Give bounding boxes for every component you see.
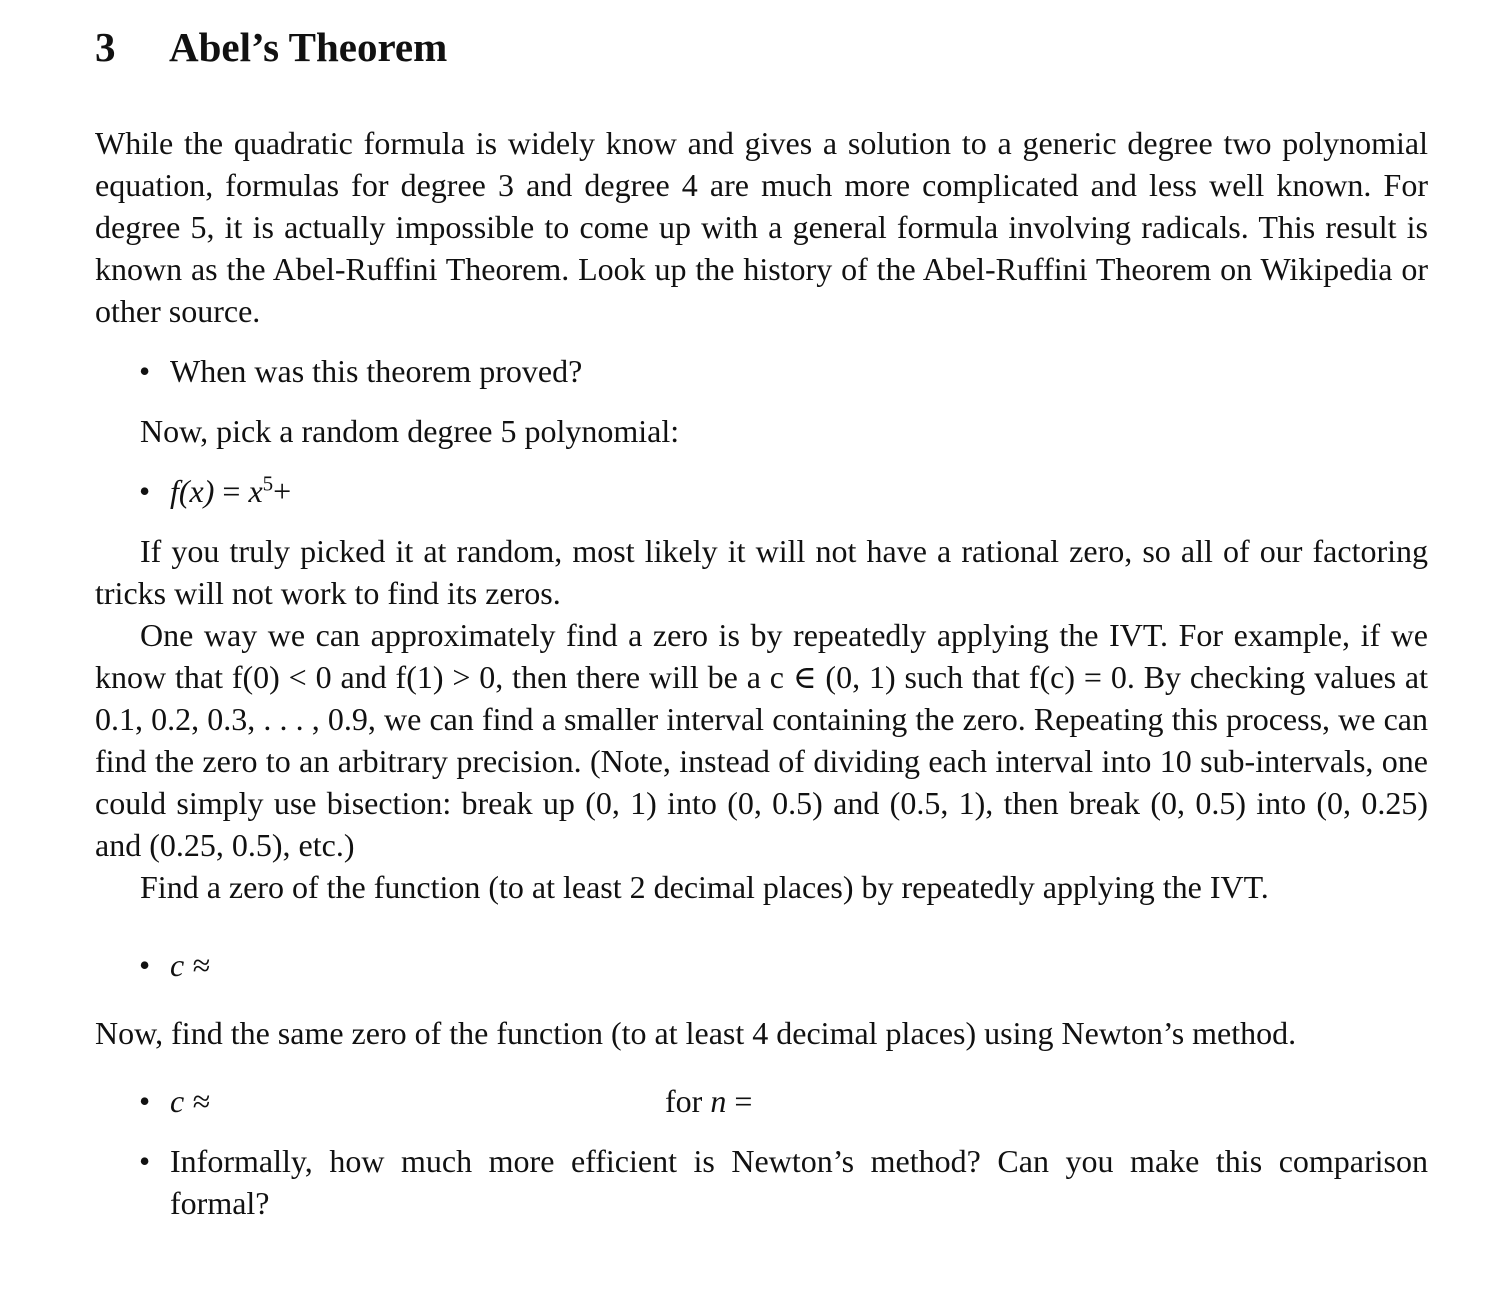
intro-paragraph: While the quadratic formula is widely know and gives a solution to a generic degree two polynomial equation, formulas for degree 3 and degree 4 are much more complicated and less well known. For degree 5, it is actually impossible to come up with a general formula involving radicals. This result is known as the Abel-Ruffini Theorem. Look up the history of the Abel-Ruffini Theorem on Wikipedia or other source. <box>95 125 1428 329</box>
polynomial-base: x <box>248 473 263 509</box>
bullet-dot: • <box>139 1143 151 1179</box>
section-heading <box>95 20 1428 74</box>
bullet-newton-approx <box>95 1080 1428 1122</box>
bullet-when-text: When was this theorem proved? <box>170 353 583 389</box>
random-paragraph: If you truly picked it at random, most likely it will not have a rational zero, so all of our factoring tricks will not work to find its zeros. <box>95 533 1428 611</box>
polynomial-plus: + <box>273 473 292 509</box>
newton-for-text: for <box>665 1083 703 1119</box>
pick-polynomial-text: Now, pick a random degree 5 polynomial: <box>140 413 680 449</box>
bullet-polynomial <box>95 470 1428 512</box>
ivt-paragraph: One way we can approximately find a zero is by repeatedly applying the IVT. For example, if we know that f(0) < 0 and f(1) > 0, then there will be a c ∈ (0, 1) such that f(c) = 0. By checking values at 0.1, 0.2, 0.3, . . . , 0.9, we can find a smaller interval containing the zero. Repeating this process, we can find the zero to an arbitrary precision. (Note, instead of dividing each interval into 10 sub-intervals, one could simply use bisection: break up (0, 1) into (0, 0.5) and (0.5, 1), then break (0, 0.5) into (0, 0.25) and (0.25, 0.5), etc.) <box>95 617 1428 863</box>
newton-approx-label: c ≈ <box>170 1083 210 1119</box>
efficiency-question: Informally, how much more efficient is Newton’s method? Can you make this comparison formal? <box>170 1143 1428 1221</box>
bullet-ivt-approx <box>95 944 1428 986</box>
newton-n-eq: = <box>734 1083 753 1119</box>
bullet-dot: • <box>139 947 151 983</box>
polynomial-equals: = <box>222 473 241 509</box>
newton-paragraph: Now, find the same zero of the function (to at least 4 decimal places) using Newton’s method. <box>95 1015 1297 1051</box>
section-title: Abel’s Theorem <box>169 24 448 70</box>
bullet-dot: • <box>139 353 151 389</box>
document-page <box>95 20 1428 1224</box>
bullet-efficiency <box>95 1140 1428 1224</box>
bullet-dot: • <box>139 473 151 509</box>
polynomial-exponent: 5 <box>262 471 274 496</box>
polynomial-lhs: f(x) <box>170 473 215 509</box>
bullet-when-proved <box>95 350 1428 392</box>
newton-n-var: n <box>710 1083 727 1119</box>
find-zero-paragraph: Find a zero of the function (to at least 2 decimal places) by repeatedly applying the IVT. <box>140 869 1269 905</box>
newton-for-n <box>665 1080 752 1122</box>
section-number: 3 <box>95 24 116 70</box>
bullet-dot: • <box>139 1083 151 1119</box>
ivt-approx-label: c ≈ <box>170 947 210 983</box>
